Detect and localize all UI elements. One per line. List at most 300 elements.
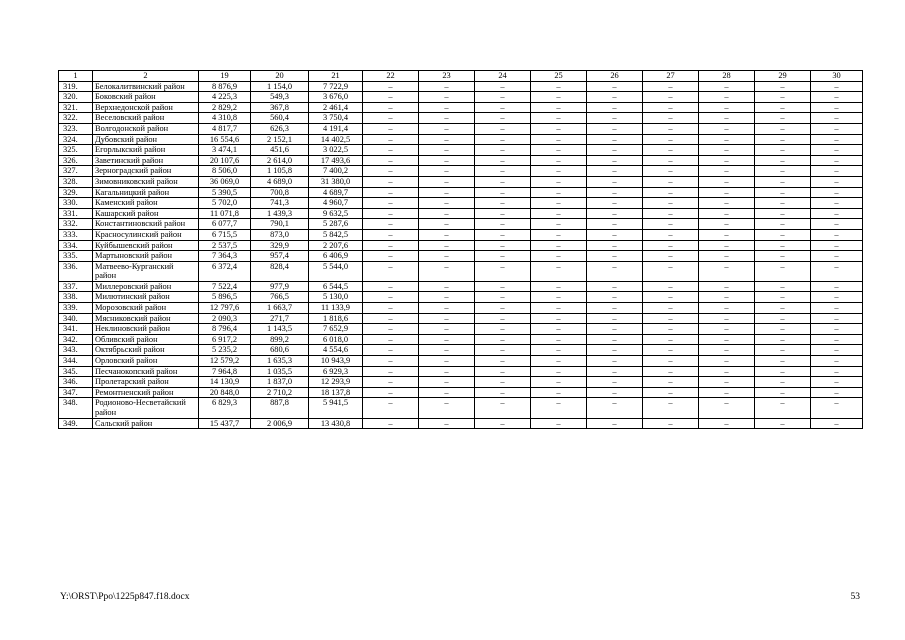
- district-name: Каменский район: [93, 198, 199, 209]
- dash-cell: –: [699, 187, 755, 198]
- table-row: [59, 198, 863, 209]
- dash-cell: –: [419, 418, 475, 429]
- value-col-21: 13 430,8: [309, 418, 363, 429]
- dash-cell: –: [531, 313, 587, 324]
- district-name: Зерноградский район: [93, 166, 199, 177]
- dash-cell: –: [587, 145, 643, 156]
- dash-cell: –: [699, 292, 755, 303]
- value-col-20: 626,3: [251, 123, 309, 134]
- dash-cell: –: [643, 261, 699, 281]
- dash-cell: –: [475, 251, 531, 262]
- district-name: Пролетарский район: [93, 377, 199, 388]
- dash-cell: –: [643, 324, 699, 335]
- dash-cell: –: [643, 334, 699, 345]
- dash-cell: –: [531, 166, 587, 177]
- dash-cell: –: [643, 303, 699, 314]
- table-row: [59, 123, 863, 134]
- table-row: [59, 334, 863, 345]
- dash-cell: –: [755, 229, 811, 240]
- table-row: [59, 113, 863, 124]
- dash-cell: –: [531, 176, 587, 187]
- table-body: [59, 71, 863, 429]
- table-row: [59, 303, 863, 314]
- value-col-19: 4 310,8: [199, 113, 251, 124]
- table-row: [59, 155, 863, 166]
- dash-cell: –: [587, 281, 643, 292]
- dash-cell: –: [363, 166, 419, 177]
- value-col-20: 700,8: [251, 187, 309, 198]
- dash-cell: –: [755, 292, 811, 303]
- dash-cell: –: [755, 261, 811, 281]
- dash-cell: –: [811, 176, 863, 187]
- value-col-19: 4 225,3: [199, 92, 251, 103]
- dash-cell: –: [699, 123, 755, 134]
- value-col-20: 1 105,8: [251, 166, 309, 177]
- dash-cell: –: [363, 240, 419, 251]
- dash-cell: –: [643, 134, 699, 145]
- value-col-20: 329,9: [251, 240, 309, 251]
- dash-cell: –: [531, 418, 587, 429]
- value-col-19: 14 130,9: [199, 377, 251, 388]
- value-col-21: 4 554,6: [309, 345, 363, 356]
- dash-cell: –: [475, 155, 531, 166]
- dash-cell: –: [699, 219, 755, 230]
- value-col-19: 15 437,7: [199, 418, 251, 429]
- district-name: Сальский район: [93, 418, 199, 429]
- dash-cell: –: [587, 166, 643, 177]
- value-col-19: 12 579,2: [199, 356, 251, 367]
- dash-cell: –: [699, 251, 755, 262]
- dash-cell: –: [811, 251, 863, 262]
- dash-cell: –: [587, 155, 643, 166]
- table-row: [59, 418, 863, 429]
- dash-cell: –: [587, 92, 643, 103]
- page-number: 53: [850, 592, 860, 602]
- dash-cell: –: [531, 366, 587, 377]
- row-number: 321.: [59, 102, 93, 113]
- dash-cell: –: [587, 356, 643, 367]
- row-number: 344.: [59, 356, 93, 367]
- value-col-21: 17 493,6: [309, 155, 363, 166]
- dash-cell: –: [475, 240, 531, 251]
- value-col-19: 16 554,6: [199, 134, 251, 145]
- dash-cell: –: [363, 134, 419, 145]
- value-col-21: 3 676,0: [309, 92, 363, 103]
- dash-cell: –: [643, 145, 699, 156]
- table-row: [59, 134, 863, 145]
- table-row: [59, 251, 863, 262]
- value-col-21: 4 960,7: [309, 198, 363, 209]
- dash-cell: –: [363, 229, 419, 240]
- row-number: 331.: [59, 208, 93, 219]
- dash-cell: –: [363, 303, 419, 314]
- dash-cell: –: [363, 155, 419, 166]
- table-row: [59, 261, 863, 281]
- dash-cell: –: [755, 208, 811, 219]
- dash-cell: –: [643, 92, 699, 103]
- dash-cell: –: [363, 81, 419, 92]
- value-col-20: 899,2: [251, 334, 309, 345]
- dash-cell: –: [699, 208, 755, 219]
- dash-cell: –: [699, 198, 755, 209]
- district-name: Егорлыкский район: [93, 145, 199, 156]
- header-cell: 22: [363, 71, 419, 82]
- dash-cell: –: [755, 198, 811, 209]
- dash-cell: –: [587, 208, 643, 219]
- dash-cell: –: [643, 356, 699, 367]
- value-col-20: 2 006,9: [251, 418, 309, 429]
- dash-cell: –: [587, 123, 643, 134]
- header-cell: 27: [643, 71, 699, 82]
- value-col-21: 7 722,9: [309, 81, 363, 92]
- dash-cell: –: [363, 356, 419, 367]
- dash-cell: –: [587, 198, 643, 209]
- value-col-21: 10 943,9: [309, 356, 363, 367]
- dash-cell: –: [755, 334, 811, 345]
- value-col-19: 5 390,5: [199, 187, 251, 198]
- dash-cell: –: [755, 240, 811, 251]
- dash-cell: –: [699, 102, 755, 113]
- value-col-19: 4 817,7: [199, 123, 251, 134]
- table-row: [59, 166, 863, 177]
- dash-cell: –: [419, 313, 475, 324]
- dash-cell: –: [363, 261, 419, 281]
- table-row: [59, 366, 863, 377]
- district-name: Волгодонской район: [93, 123, 199, 134]
- dash-cell: –: [755, 313, 811, 324]
- dash-cell: –: [811, 313, 863, 324]
- value-col-21: 7 400,2: [309, 166, 363, 177]
- dash-cell: –: [419, 240, 475, 251]
- dash-cell: –: [531, 261, 587, 281]
- value-col-20: 560,4: [251, 113, 309, 124]
- dash-cell: –: [419, 123, 475, 134]
- value-col-20: 367,8: [251, 102, 309, 113]
- row-number: 325.: [59, 145, 93, 156]
- table-row: [59, 398, 863, 418]
- value-col-21: 6 929,3: [309, 366, 363, 377]
- dash-cell: –: [587, 366, 643, 377]
- dash-cell: –: [811, 81, 863, 92]
- dash-cell: –: [811, 366, 863, 377]
- dash-cell: –: [531, 292, 587, 303]
- row-number: 339.: [59, 303, 93, 314]
- dash-cell: –: [643, 313, 699, 324]
- dash-cell: –: [755, 398, 811, 418]
- district-name: Кагальницкий район: [93, 187, 199, 198]
- dash-cell: –: [475, 281, 531, 292]
- dash-cell: –: [811, 345, 863, 356]
- dash-cell: –: [475, 261, 531, 281]
- dash-cell: –: [643, 366, 699, 377]
- dash-cell: –: [811, 219, 863, 230]
- dash-cell: –: [419, 155, 475, 166]
- dash-cell: –: [475, 377, 531, 388]
- value-col-19: 20 848,0: [199, 387, 251, 398]
- dash-cell: –: [643, 198, 699, 209]
- value-col-21: 4 689,7: [309, 187, 363, 198]
- value-col-19: 7 522,4: [199, 281, 251, 292]
- dash-cell: –: [811, 377, 863, 388]
- dash-cell: –: [755, 366, 811, 377]
- value-col-19: 8 796,4: [199, 324, 251, 335]
- district-name: Матвеево-Курганский район: [93, 261, 199, 281]
- district-name: Заветинский район: [93, 155, 199, 166]
- row-number: 338.: [59, 292, 93, 303]
- value-col-21: 5 287,6: [309, 219, 363, 230]
- table-row: [59, 377, 863, 388]
- row-number: 348.: [59, 398, 93, 418]
- dash-cell: –: [699, 324, 755, 335]
- dash-cell: –: [643, 387, 699, 398]
- row-number: 320.: [59, 92, 93, 103]
- dash-cell: –: [419, 219, 475, 230]
- table-row: [59, 219, 863, 230]
- district-name: Белокалитвинский район: [93, 81, 199, 92]
- dash-cell: –: [419, 377, 475, 388]
- dash-cell: –: [475, 81, 531, 92]
- dash-cell: –: [475, 145, 531, 156]
- header-cell: 21: [309, 71, 363, 82]
- value-col-20: 271,7: [251, 313, 309, 324]
- value-col-20: 1 154,0: [251, 81, 309, 92]
- dash-cell: –: [587, 113, 643, 124]
- dash-cell: –: [643, 240, 699, 251]
- value-col-21: 5 941,5: [309, 398, 363, 418]
- dash-cell: –: [811, 166, 863, 177]
- district-name: Константиновский район: [93, 219, 199, 230]
- value-col-19: 11 071,8: [199, 208, 251, 219]
- dash-cell: –: [699, 334, 755, 345]
- header-cell: 30: [811, 71, 863, 82]
- value-col-19: 6 917,2: [199, 334, 251, 345]
- dash-cell: –: [475, 123, 531, 134]
- dash-cell: –: [587, 387, 643, 398]
- dash-cell: –: [363, 366, 419, 377]
- dash-cell: –: [419, 229, 475, 240]
- row-number: 349.: [59, 418, 93, 429]
- dash-cell: –: [475, 229, 531, 240]
- dash-cell: –: [475, 219, 531, 230]
- dash-cell: –: [475, 334, 531, 345]
- value-col-21: 6 544,5: [309, 281, 363, 292]
- value-col-21: 3 022,5: [309, 145, 363, 156]
- row-number: 347.: [59, 387, 93, 398]
- dash-cell: –: [755, 187, 811, 198]
- table-row: [59, 345, 863, 356]
- dash-cell: –: [643, 398, 699, 418]
- value-col-20: 1 439,3: [251, 208, 309, 219]
- row-number: 342.: [59, 334, 93, 345]
- dash-cell: –: [531, 123, 587, 134]
- dash-cell: –: [643, 229, 699, 240]
- dash-cell: –: [531, 102, 587, 113]
- value-col-21: 2 207,6: [309, 240, 363, 251]
- dash-cell: –: [419, 166, 475, 177]
- data-table: [58, 70, 863, 429]
- value-col-19: 5 235,2: [199, 345, 251, 356]
- dash-cell: –: [699, 303, 755, 314]
- dash-cell: –: [643, 155, 699, 166]
- dash-cell: –: [643, 123, 699, 134]
- dash-cell: –: [363, 208, 419, 219]
- row-number: 326.: [59, 155, 93, 166]
- dash-cell: –: [699, 387, 755, 398]
- district-name: Орловский район: [93, 356, 199, 367]
- dash-cell: –: [419, 387, 475, 398]
- dash-cell: –: [755, 356, 811, 367]
- header-cell: 28: [699, 71, 755, 82]
- dash-cell: –: [587, 240, 643, 251]
- dash-cell: –: [811, 281, 863, 292]
- dash-cell: –: [475, 366, 531, 377]
- value-col-19: 12 797,6: [199, 303, 251, 314]
- dash-cell: –: [419, 292, 475, 303]
- dash-cell: –: [475, 398, 531, 418]
- dash-cell: –: [587, 102, 643, 113]
- dash-cell: –: [475, 292, 531, 303]
- dash-cell: –: [363, 324, 419, 335]
- dash-cell: –: [475, 166, 531, 177]
- value-col-21: 12 293,9: [309, 377, 363, 388]
- value-col-21: 6 018,0: [309, 334, 363, 345]
- dash-cell: –: [643, 292, 699, 303]
- value-col-19: 2 829,2: [199, 102, 251, 113]
- value-col-20: 680,6: [251, 345, 309, 356]
- header-cell: 1: [59, 71, 93, 82]
- value-col-21: 14 402,5: [309, 134, 363, 145]
- dash-cell: –: [587, 229, 643, 240]
- dash-cell: –: [811, 92, 863, 103]
- dash-cell: –: [755, 113, 811, 124]
- dash-cell: –: [475, 324, 531, 335]
- value-col-19: 6 077,7: [199, 219, 251, 230]
- dash-cell: –: [755, 145, 811, 156]
- dash-cell: –: [587, 345, 643, 356]
- district-name: Неклиновский район: [93, 324, 199, 335]
- table-row: [59, 240, 863, 251]
- dash-cell: –: [755, 102, 811, 113]
- dash-cell: –: [531, 387, 587, 398]
- dash-cell: –: [811, 356, 863, 367]
- dash-cell: –: [699, 345, 755, 356]
- district-name: Верхнедонской район: [93, 102, 199, 113]
- dash-cell: –: [811, 334, 863, 345]
- dash-cell: –: [699, 134, 755, 145]
- dash-cell: –: [475, 387, 531, 398]
- value-col-20: 828,4: [251, 261, 309, 281]
- dash-cell: –: [811, 198, 863, 209]
- dash-cell: –: [531, 198, 587, 209]
- value-col-19: 2 537,5: [199, 240, 251, 251]
- dash-cell: –: [811, 398, 863, 418]
- dash-cell: –: [699, 398, 755, 418]
- district-name: Октябрьский район: [93, 345, 199, 356]
- dash-cell: –: [643, 102, 699, 113]
- dash-cell: –: [419, 324, 475, 335]
- dash-cell: –: [699, 261, 755, 281]
- value-col-20: 873,0: [251, 229, 309, 240]
- table-row: [59, 102, 863, 113]
- dash-cell: –: [643, 113, 699, 124]
- header-cell: 24: [475, 71, 531, 82]
- table-row: [59, 187, 863, 198]
- value-col-20: 2 152,1: [251, 134, 309, 145]
- value-col-19: 36 069,0: [199, 176, 251, 187]
- dash-cell: –: [363, 281, 419, 292]
- dash-cell: –: [531, 155, 587, 166]
- table-row: [59, 324, 863, 335]
- dash-cell: –: [811, 208, 863, 219]
- value-col-19: 6 715,5: [199, 229, 251, 240]
- value-col-20: 1 143,5: [251, 324, 309, 335]
- row-number: 343.: [59, 345, 93, 356]
- value-col-20: 2 710,2: [251, 387, 309, 398]
- dash-cell: –: [755, 377, 811, 388]
- dash-cell: –: [699, 281, 755, 292]
- header-cell: 29: [755, 71, 811, 82]
- dash-cell: –: [419, 366, 475, 377]
- dash-cell: –: [475, 345, 531, 356]
- value-col-19: 8 876,9: [199, 81, 251, 92]
- dash-cell: –: [363, 102, 419, 113]
- dash-cell: –: [755, 345, 811, 356]
- dash-cell: –: [587, 418, 643, 429]
- dash-cell: –: [363, 292, 419, 303]
- dash-cell: –: [755, 251, 811, 262]
- dash-cell: –: [419, 198, 475, 209]
- dash-cell: –: [587, 324, 643, 335]
- dash-cell: –: [699, 377, 755, 388]
- dash-cell: –: [587, 81, 643, 92]
- value-col-21: 5 842,5: [309, 229, 363, 240]
- value-col-21: 6 406,9: [309, 251, 363, 262]
- dash-cell: –: [755, 166, 811, 177]
- table-row: [59, 356, 863, 367]
- header-cell: 2: [93, 71, 199, 82]
- dash-cell: –: [587, 134, 643, 145]
- dash-cell: –: [531, 187, 587, 198]
- row-number: 345.: [59, 366, 93, 377]
- dash-cell: –: [811, 387, 863, 398]
- dash-cell: –: [699, 92, 755, 103]
- row-number: 327.: [59, 166, 93, 177]
- dash-cell: –: [419, 145, 475, 156]
- value-col-21: 4 191,4: [309, 123, 363, 134]
- value-col-19: 2 090,3: [199, 313, 251, 324]
- dash-cell: –: [811, 102, 863, 113]
- row-number: 333.: [59, 229, 93, 240]
- district-name: Милютинский район: [93, 292, 199, 303]
- dash-cell: –: [475, 208, 531, 219]
- value-col-19: 7 364,3: [199, 251, 251, 262]
- dash-cell: –: [755, 176, 811, 187]
- dash-cell: –: [643, 251, 699, 262]
- dash-cell: –: [419, 345, 475, 356]
- dash-cell: –: [475, 176, 531, 187]
- dash-cell: –: [531, 208, 587, 219]
- dash-cell: –: [475, 198, 531, 209]
- value-col-20: 549,3: [251, 92, 309, 103]
- header-cell: 19: [199, 71, 251, 82]
- dash-cell: –: [699, 81, 755, 92]
- row-number: 323.: [59, 123, 93, 134]
- table-row: [59, 229, 863, 240]
- district-name: Веселовский район: [93, 113, 199, 124]
- dash-cell: –: [531, 251, 587, 262]
- dash-cell: –: [587, 251, 643, 262]
- dash-cell: –: [531, 398, 587, 418]
